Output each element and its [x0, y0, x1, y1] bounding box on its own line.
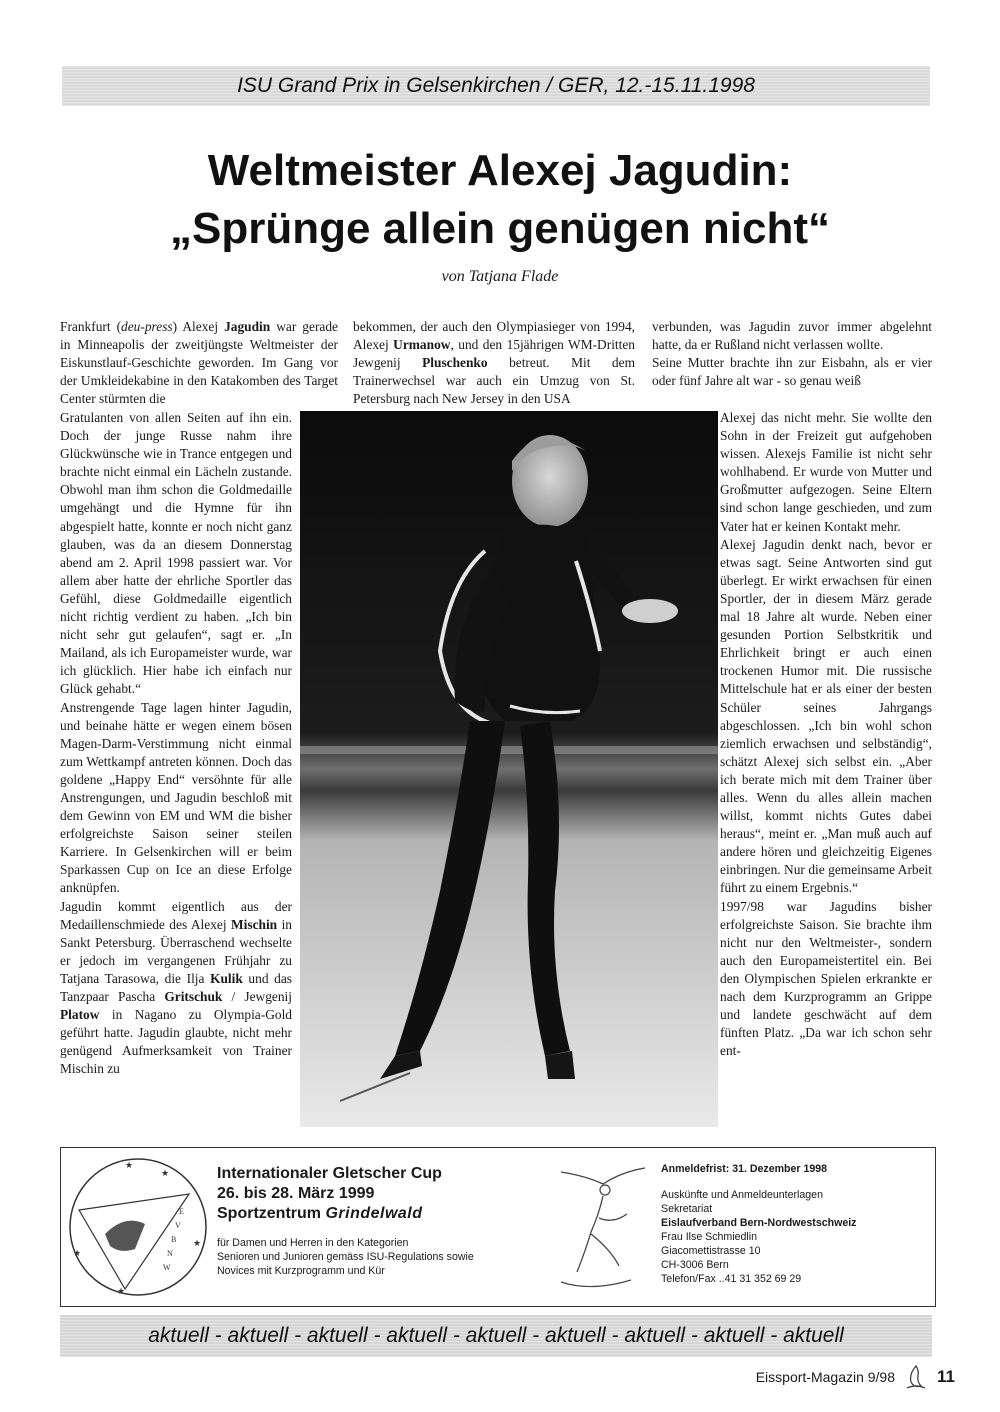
- ad-categories-line: Novices mit Kurzprogramm und Kür: [217, 1265, 385, 1277]
- name-emphasis: Urmanow: [393, 337, 451, 353]
- text-run: Gratulanten von allen Seiten auf ihn ein. Doch der junge Russe nahm ihre Glückwünsche wie in Trance entgegen und brachte nicht einmal ein Lächeln zustande. Obwohl man ihm schon die Goldmedaille umgehängt und die Hymne für ihn abgespielt hatte, konnte er noch nicht ganz glauben, was da an diesem Donnerstag abend am 2. April 1998 passiert war. Vor allem aber hatte der ehrliche Sportler das Gefühl, diese Goldmedaille eigentlich nicht richtig verdient zu haben. „Ich bin nicht sehr gut gelaufen“, sagt er. „In Mailand, als ich Europameister wurde, war ich glücklich. Hier habe ich einfach nur Glück gehabt.“: [60, 410, 292, 697]
- ad-deadline: Anmeldefrist: 31. Dezember 1998: [661, 1163, 828, 1175]
- skater-photo: [300, 411, 718, 1127]
- ad-contact: [661, 1162, 921, 1286]
- svg-text:★: ★: [125, 1160, 134, 1170]
- paragraph: [60, 318, 338, 408]
- ad-venue: [217, 1204, 517, 1224]
- aktuell-banner-text: aktuell - aktuell - aktuell - aktuell - aktuell - aktuell - aktuell - aktuell - aktuell: [148, 1324, 844, 1347]
- text-run: betreut. Mit dem Trainerwechsel war auch ein Umzug von St. Petersburg nach New Jersey in den USA: [353, 355, 635, 407]
- skater-figure: [300, 411, 718, 1127]
- text-run: Anstrengende Tage lagen hinter Jagudin, und beinahe hätte er wegen einem bösen Magen-Darm-Verstimmung nicht einmal zum Wettkampf antreten können. Doch das goldene „Happy End“ versöhnte für alle Anstrengungen, und Jagudin beschloß mit dem Gewinn von EM und WM die bisher erfolgreichste Saison seiner steilen Karriere. In Gelsenkirchen will er beim Sparkassen Cup on Ice an diese Erfolge anknüpfen.: [60, 699, 292, 896]
- page-footer: [756, 1364, 955, 1390]
- paragraph: [720, 536, 932, 898]
- article-column-1-top: [60, 318, 338, 408]
- text-run: Alexej Jagudin denkt nach, bevor er etwas sagt. Seine Antworten sind gut überlegt. Er wirkt erwachsen für einen Sportler, der in diesem März gerade mal 18 Jahre alt wurde. Neben einer gesunden Portion Selbstkritik und Ehrlichkeit bringt er auch einen trockenen Humor mit. Die russische Mittelschule hat er als einer der besten Schüler seines Jahrgangs abgeschlossen. „Ich bin wohl schon ziemlich erwachsen und selbständig“, schätzt Alexej sich selbst ein. „Aber ich berate mich mit dem Trainer über alles. Wenn du alles allein machen willst, kommt nichts Gutes dabei heraus“, meint er. „Man muß auch auf andere hören und gleichzeitig Eigenes einbringen. Nur die gemeinsame Arbeit führt zu einem Ergebnis.“: [720, 536, 932, 896]
- ad-contact-name: Frau Ilse Schmiedlin: [661, 1231, 757, 1243]
- ad-info-line: Sekretariat: [661, 1203, 713, 1215]
- agency-emphasis: deu-press: [121, 319, 173, 334]
- headline-line-2: „Sprünge allein genügen nicht“: [169, 204, 831, 253]
- ad-phone: Telefon/Fax ..41 31 352 69 29: [661, 1273, 802, 1285]
- ad-organisation: Eislaufverband Bern-Nordwestschweiz: [661, 1217, 857, 1229]
- event-banner: [62, 66, 930, 106]
- event-banner-text: ISU Grand Prix in Gelsenkirchen / GER, 12.-15.11.1998: [237, 74, 755, 97]
- ad-info-line: Auskünfte und Anmeldeunterlagen: [661, 1189, 823, 1201]
- text-run: bekommen, der auch den Olympiasieger von 1994, Alexej: [353, 319, 635, 353]
- paragraph: [60, 409, 292, 699]
- name-emphasis: Jagudin: [224, 319, 271, 334]
- ad-title: Internationaler Gletscher Cup: [217, 1165, 442, 1182]
- skater-sketch-icon: [541, 1154, 661, 1300]
- ad-city: CH-3006 Bern: [661, 1259, 729, 1271]
- ad-venue-prefix: Sportzentrum: [217, 1205, 321, 1222]
- paragraph: [353, 318, 635, 408]
- article-column-2-top: [353, 318, 635, 408]
- ad-categories: [217, 1236, 517, 1278]
- aktuell-banner: [60, 1315, 932, 1357]
- text-run: Jagudin kommt eigentlich aus der Medaillenschmiede des Alexej: [60, 898, 292, 932]
- name-emphasis: Kulik: [210, 970, 243, 986]
- magazine-name: Eissport-Magazin 9/98: [755, 1369, 896, 1385]
- byline: von Tatjana Flade: [441, 268, 559, 285]
- paragraph: [720, 898, 932, 1061]
- text-run: 1997/98 war Jagudins bisher erfolgreichste Saison. Sie brachte ihm nicht nur den Weltmeister-, sondern auch den Europameistertitel ein. Bei den Olympischen Spielen erkrankte er nach dem Kurzprogramm an Grippe und landete geschwächt auf dem fünften Platz. „Da war ich schon sehr ent-: [720, 898, 932, 1059]
- text-run: Alexej das nicht mehr. Sie wollte den Sohn in der Freizeit gut aufgehoben wissen. Alexejs Familie ist nicht sehr wohlhabend. Er wurde von Mutter und Großmutter aufgezogen. Seine Eltern sind schon lange geschieden, und zum Vater hat er keinen Kontakt mehr.: [720, 410, 932, 534]
- svg-text:★: ★: [73, 1248, 82, 1258]
- article-column-3-top: [652, 318, 932, 390]
- name-emphasis: Platow: [60, 1007, 100, 1023]
- text-run: ) Alexej: [172, 319, 225, 334]
- text-run: Frankfurt (: [60, 319, 122, 334]
- ad-street: Giacomettistrasse 10: [661, 1245, 761, 1257]
- svg-text:★: ★: [161, 1168, 170, 1178]
- headline-line-1: Weltmeister Alexej Jagudin:: [207, 146, 793, 195]
- paragraph: [60, 898, 292, 1079]
- article-column-3: [720, 409, 932, 1060]
- text-run: Seine Mutter brachte ihn zur Eisbahn, als er vier oder fünf Jahre alt war - so genau weiß: [652, 355, 932, 389]
- svg-text:★: ★: [193, 1238, 202, 1248]
- text-run: in Sankt Petersburg. Überraschend wechselte er jedoch im vergangenen Frühjahr zu Tatjana Tarasowa, die Ilja: [60, 916, 293, 986]
- ad-dates: 26. bis 28. März 1999: [217, 1185, 375, 1202]
- advertisement-gletscher-cup: [60, 1147, 936, 1307]
- name-emphasis: Pluschenko: [422, 355, 488, 371]
- name-emphasis: Mischin: [231, 916, 278, 932]
- paragraph: [652, 318, 932, 354]
- paragraph: [720, 409, 932, 536]
- club-emblem-icon: [65, 1154, 211, 1300]
- text-run: war gerade in Minneapolis der zweitjüngste Weltmeister der Eiskunstlauf-Geschichte geworden. Im Gang vor der Umkleidekabine in den Katakomben des Target Center stürmten die: [60, 319, 338, 407]
- paragraph: [60, 699, 292, 898]
- emblem-letter: W: [163, 1263, 171, 1272]
- ad-categories-line: Senioren und Junioren gemäss ISU-Regulations sowie: [217, 1251, 474, 1263]
- article-column-1: [60, 409, 292, 1078]
- text-run: / Jewgenij: [222, 989, 292, 1004]
- text-run: verbunden, was Jagudin zuvor immer abgelehnt hatte, da er Rußland nicht verlassen wollte.: [652, 319, 932, 353]
- text-run: und das Tanzpaar Pascha: [60, 970, 292, 1004]
- emblem-letter: E: [179, 1207, 184, 1216]
- paragraph: [652, 354, 932, 390]
- svg-text:★: ★: [117, 1286, 126, 1296]
- magazine-logo-icon: [905, 1364, 927, 1390]
- emblem-letter: V: [175, 1221, 181, 1230]
- emblem-letter: N: [167, 1249, 173, 1258]
- ad-venue-brand: Grindelwald: [325, 1205, 423, 1222]
- emblem-letter: B: [171, 1235, 177, 1244]
- name-emphasis: Gritschuk: [164, 989, 223, 1004]
- text-run: , und den 15jährigen WM-Dritten Jewgenij: [353, 337, 635, 371]
- text-run: in Nagano zu Olympia-Gold geführt hatte. Jagudin glaubte, nicht mehr genügend Aufmerksamkeit von Trainer Mischin zu: [60, 1007, 292, 1077]
- ad-event-info: [217, 1164, 517, 1278]
- ad-categories-line: für Damen und Herren in den Kategorien: [217, 1237, 409, 1249]
- page-number: 11: [937, 1367, 955, 1386]
